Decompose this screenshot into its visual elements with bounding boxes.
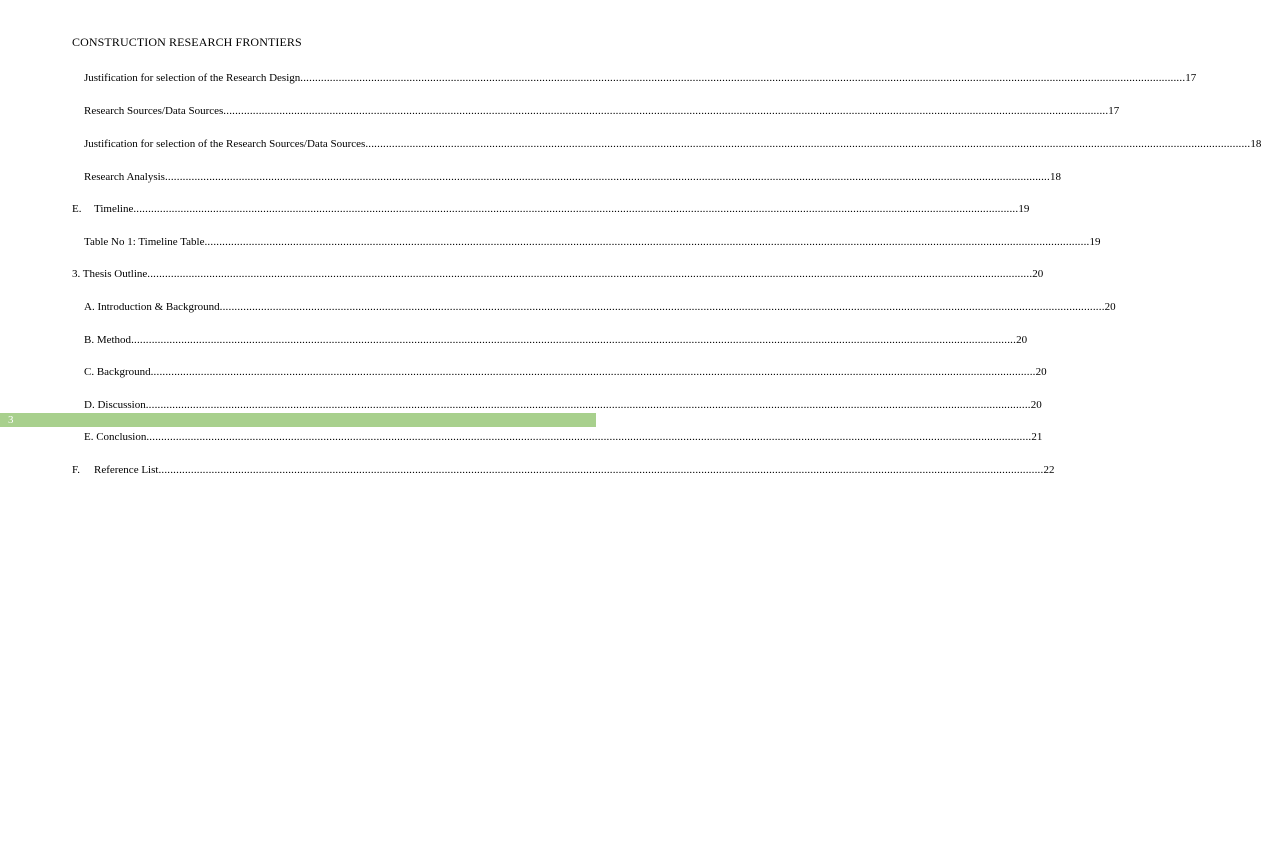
toc-entry-number: F.	[72, 464, 80, 476]
toc-entry-label: C. Background	[84, 366, 151, 378]
toc-entry-timeline[interactable]	[72, 202, 1030, 216]
toc-dot-leader: ............................................................................................................................................................................................................................................................................................................	[133, 203, 1019, 215]
toc-entry-thesis-outline[interactable]	[72, 267, 1044, 281]
toc-entry-label: D. Discussion	[84, 399, 146, 411]
toc-entry-research-sources[interactable]	[84, 104, 1120, 118]
toc-entry-page: 17	[1185, 72, 1197, 84]
toc-entry-conclusion[interactable]	[84, 430, 1043, 444]
toc-dot-leader: ............................................................................................................................................................................................................................................................................................................	[300, 72, 1186, 84]
toc-entry-label: Table No 1: Timeline Table	[84, 236, 205, 248]
toc-dot-leader: ............................................................................................................................................................................................................................................................................................................	[223, 105, 1109, 117]
toc-entry-number: E.	[72, 203, 82, 215]
page-number-band	[0, 413, 596, 427]
toc-entry-label: Research Sources/Data Sources	[84, 105, 224, 117]
toc-entry-research-design[interactable]	[84, 71, 1197, 85]
toc-dot-leader: ............................................................................................................................................................................................................................................................................................................	[150, 366, 1036, 378]
toc-entry-page: 18	[1049, 171, 1061, 183]
toc-dot-leader: ............................................................................................................................................................................................................................................................................................................	[131, 334, 1017, 346]
toc-entry-label: A. Introduction & Background	[84, 301, 220, 313]
toc-entry-page: 19	[1018, 203, 1030, 215]
toc-dot-leader: ............................................................................................................................................................................................................................................................................................................	[146, 431, 1032, 443]
toc-entry-label: B. Method	[84, 334, 132, 346]
toc-dot-leader: ............................................................................................................................................................................................................................................................................................................	[365, 138, 1251, 150]
toc-dot-leader: ............................................................................................................................................................................................................................................................................................................	[204, 236, 1090, 248]
toc-entry-discussion[interactable]	[84, 398, 1042, 412]
toc-entry-reference-list[interactable]	[72, 463, 1055, 477]
toc-entry-label: 3. Thesis Outline	[72, 268, 148, 280]
toc-entry-timeline-table[interactable]	[84, 235, 1101, 249]
toc-dot-leader: ............................................................................................................................................................................................................................................................................................................	[145, 399, 1031, 411]
toc-entry-page: 20	[1035, 366, 1047, 378]
toc-entry-page: 22	[1043, 464, 1055, 476]
toc-dot-leader: ............................................................................................................................................................................................................................................................................................................	[158, 464, 1044, 476]
toc-dot-leader: ............................................................................................................................................................................................................................................................................................................	[164, 171, 1050, 183]
toc-entry-page: 21	[1031, 431, 1043, 443]
page-number: 3	[8, 414, 14, 426]
toc-entry-page: 19	[1089, 236, 1101, 248]
toc-entry-label: Research Analysis	[84, 171, 165, 183]
toc-entry-page: 20	[1032, 268, 1044, 280]
toc-entry-label: Justification for selection of the Research Design	[84, 72, 301, 84]
toc-entry-research-analysis[interactable]	[84, 170, 1061, 184]
toc-entry-sources-justification[interactable]	[84, 137, 1261, 151]
toc-entry-page: 18	[1250, 138, 1261, 150]
toc-entry-label: E. Conclusion	[84, 431, 147, 443]
running-header-title: CONSTRUCTION RESEARCH FRONTIERS	[72, 35, 302, 49]
toc-entry-page: 20	[1030, 399, 1042, 411]
toc-dot-leader: ............................................................................................................................................................................................................................................................................................................	[147, 268, 1033, 280]
toc-entry-page: 20	[1016, 334, 1028, 346]
toc-entry-label: Justification for selection of the Research Sources/Data Sources	[84, 138, 366, 150]
toc-entry-introduction[interactable]	[84, 300, 1116, 314]
toc-entry-background[interactable]	[84, 365, 1047, 379]
toc-dot-leader: ............................................................................................................................................................................................................................................................................................................	[219, 301, 1105, 313]
toc-entry-page: 20	[1104, 301, 1116, 313]
toc-entry-page: 17	[1108, 105, 1120, 117]
toc-entry-label: Reference List	[94, 464, 159, 476]
toc-entry-label: Timeline	[94, 203, 134, 215]
toc-entry-method[interactable]	[84, 333, 1028, 347]
